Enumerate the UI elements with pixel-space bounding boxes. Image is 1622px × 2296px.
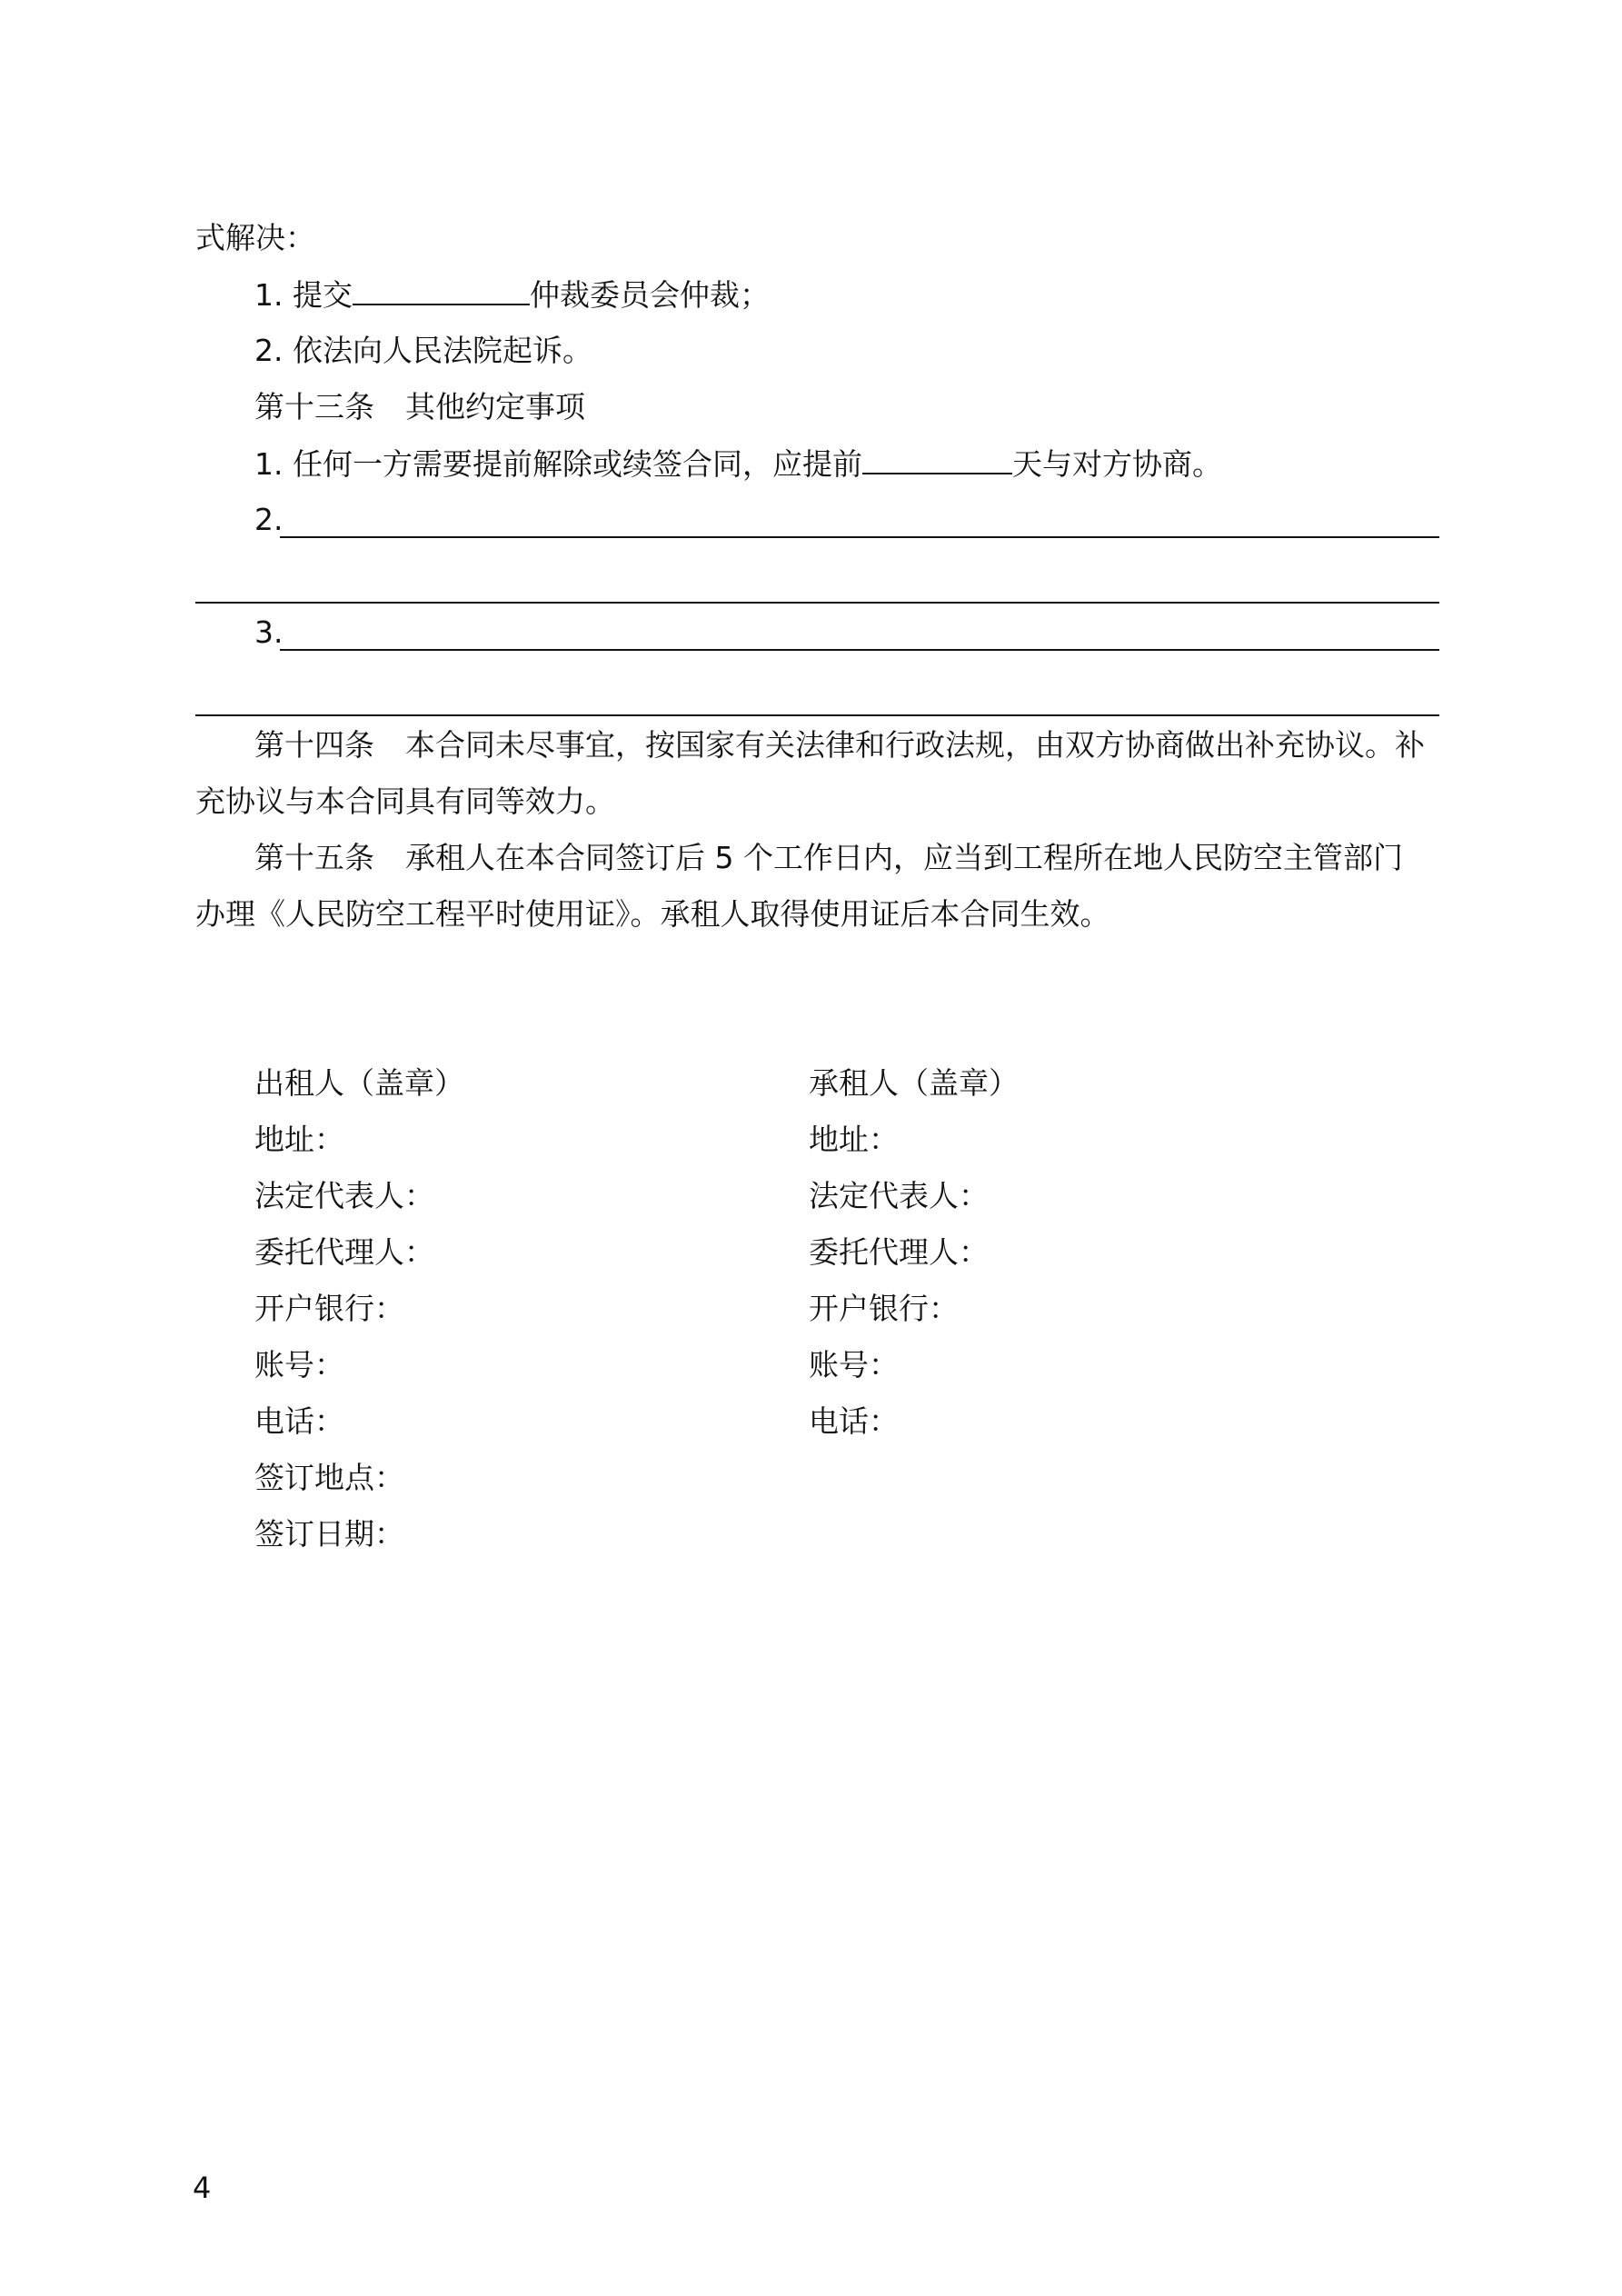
lessee-legal-rep-label: 法定代表人： <box>809 1178 989 1213</box>
article-14-line-2: 充协议与本合同具有同等效力。 <box>195 784 615 819</box>
lessor-phone-label: 电话： <box>254 1403 344 1439</box>
lessee-agent-label: 委托代理人： <box>809 1234 989 1270</box>
article-13-number: 第十三条 <box>254 389 374 424</box>
article-13-item-3-label: 3. <box>254 614 284 650</box>
lessor-bank-label: 开户银行： <box>254 1291 404 1326</box>
arbitration-option <box>254 273 1499 317</box>
lessee-account-label: 账号： <box>809 1347 899 1383</box>
signing-place-label: 签订地点： <box>254 1460 404 1495</box>
lawsuit-option: 2. 依法向人民法院起诉。 <box>254 333 592 368</box>
item-2-blank-line[interactable] <box>280 536 1439 538</box>
article-14-number: 第十四条 <box>254 727 374 763</box>
item-1-suffix: 天与对方协商。 <box>1011 446 1222 482</box>
article-15-text-1: 承租人在本合同签订后 5 个工作日内，应当到工程所在地人民防空主管部门 <box>405 840 1403 875</box>
lessee-address-label: 地址： <box>809 1122 899 1157</box>
article-15-line-2: 办理《人民防空工程平时使用证》。承租人取得使用证后本合同生效。 <box>195 896 1110 932</box>
page-number: 4 <box>193 2171 212 2205</box>
lessor-account-label: 账号： <box>254 1347 344 1383</box>
arbitration-blank[interactable] <box>353 273 530 305</box>
arbitration-prefix: 1. 提交 <box>254 277 353 313</box>
lessee-bank-label: 开户银行： <box>809 1291 959 1326</box>
signing-date-label: 签订日期： <box>254 1516 404 1552</box>
article-14-line-1 <box>254 724 1499 767</box>
article-13-item-1 <box>254 442 1499 486</box>
article-13-item-2-label: 2. <box>254 502 284 537</box>
item-3-continuation-line[interactable] <box>195 714 1439 716</box>
item-2-continuation-line[interactable] <box>195 602 1439 604</box>
lessor-address-label: 地址： <box>254 1122 344 1157</box>
continuation-line: 式解决： <box>195 220 315 255</box>
lessor-legal-rep-label: 法定代表人： <box>254 1178 434 1213</box>
item-1-prefix: 1. 任何一方需要提前解除或续签合同，应提前 <box>254 446 862 482</box>
lessor-agent-label: 委托代理人： <box>254 1234 434 1270</box>
article-15-number: 第十五条 <box>254 840 374 875</box>
lessee-title: 承租人（盖章） <box>809 1065 1019 1101</box>
lessor-title: 出租人（盖章） <box>254 1065 464 1101</box>
article-13-title: 其他约定事项 <box>405 389 585 424</box>
article-15-line-1 <box>254 836 1499 880</box>
notice-days-blank[interactable] <box>862 442 1012 474</box>
item-3-blank-line[interactable] <box>280 649 1439 651</box>
arbitration-suffix: 仲裁委员会仲裁； <box>529 277 770 313</box>
article-14-text-1: 本合同未尽事宜，按国家有关法律和行政法规，由双方协商做出补充协议。补 <box>405 727 1425 763</box>
article-13-heading <box>254 385 1499 429</box>
lessee-phone-label: 电话： <box>809 1403 899 1439</box>
